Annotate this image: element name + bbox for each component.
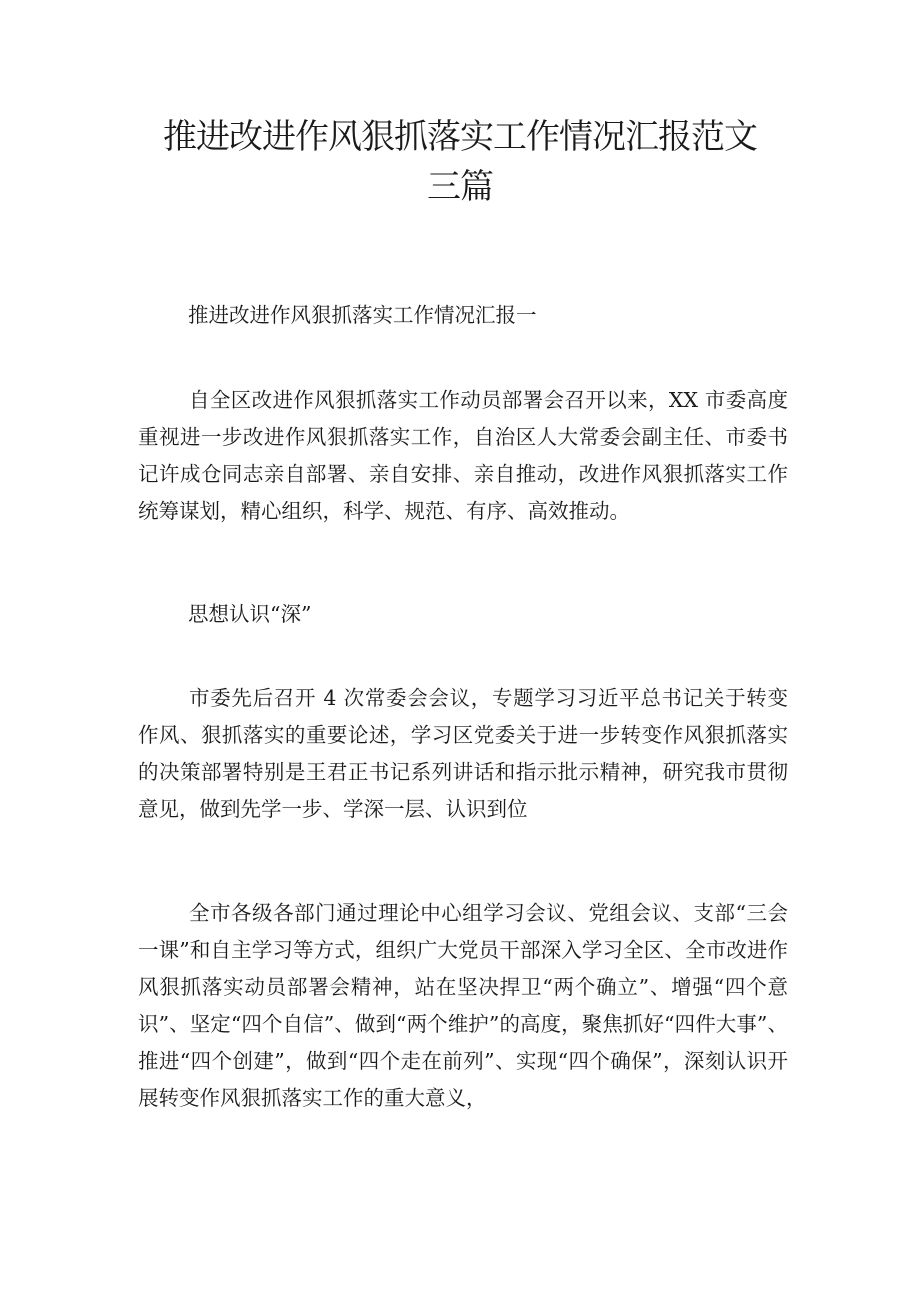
paragraph-intro: 自全区改进作风狠抓落实工作动员部署会召开以来，XX 市委高度重视进一步改进作风狠抓落实工作，自治区人大常委会副主任、市委书记许成仓同志亲自部署、亲自安排、亲自推动，改进作风狠抓落实工作统筹谋划，精心组织，科学、规范、有序、高效推动。 xyxy=(138,388,788,523)
section-heading: 推进改进作风狠抓落实工作情况汇报一 xyxy=(188,303,537,327)
title-line-1: 推进改进作风狠抓落实工作情况汇报范文 xyxy=(163,117,757,157)
subheading-thinking: 思想认识“深” xyxy=(188,602,312,626)
paragraph-standing-committee: 市委先后召开 4 次常委会会议，专题学习习近平总书记关于转变作风、狠抓落实的重要论述，学习区党委关于进一步转变作风狠抓落实的决策部署特别是王君正书记系列讲话和指示批示精神，研究我市贯彻意见，做到先学一步、学深一层、认识到位 xyxy=(138,686,788,821)
document-title xyxy=(120,112,800,212)
title-line-2: 三篇 xyxy=(427,167,493,207)
paragraph-departments: 全市各级各部门通过理论中心组学习会议、党组会议、支部“三会一课”和自主学习等方式，组织广大党员干部深入学习全区、全市改进作风狠抓落实动员部署会精神，站在坚决捍卫“两个确立”、增强“四个意识”、坚定“四个自信”、做到“两个维护”的高度，聚焦抓好“四件大事”、推进“四个创建”，做到“四个走在前列”、实现“四个确保”，深刻认识开展转变作风狠抓落实工作的重大意义， xyxy=(138,901,788,1110)
